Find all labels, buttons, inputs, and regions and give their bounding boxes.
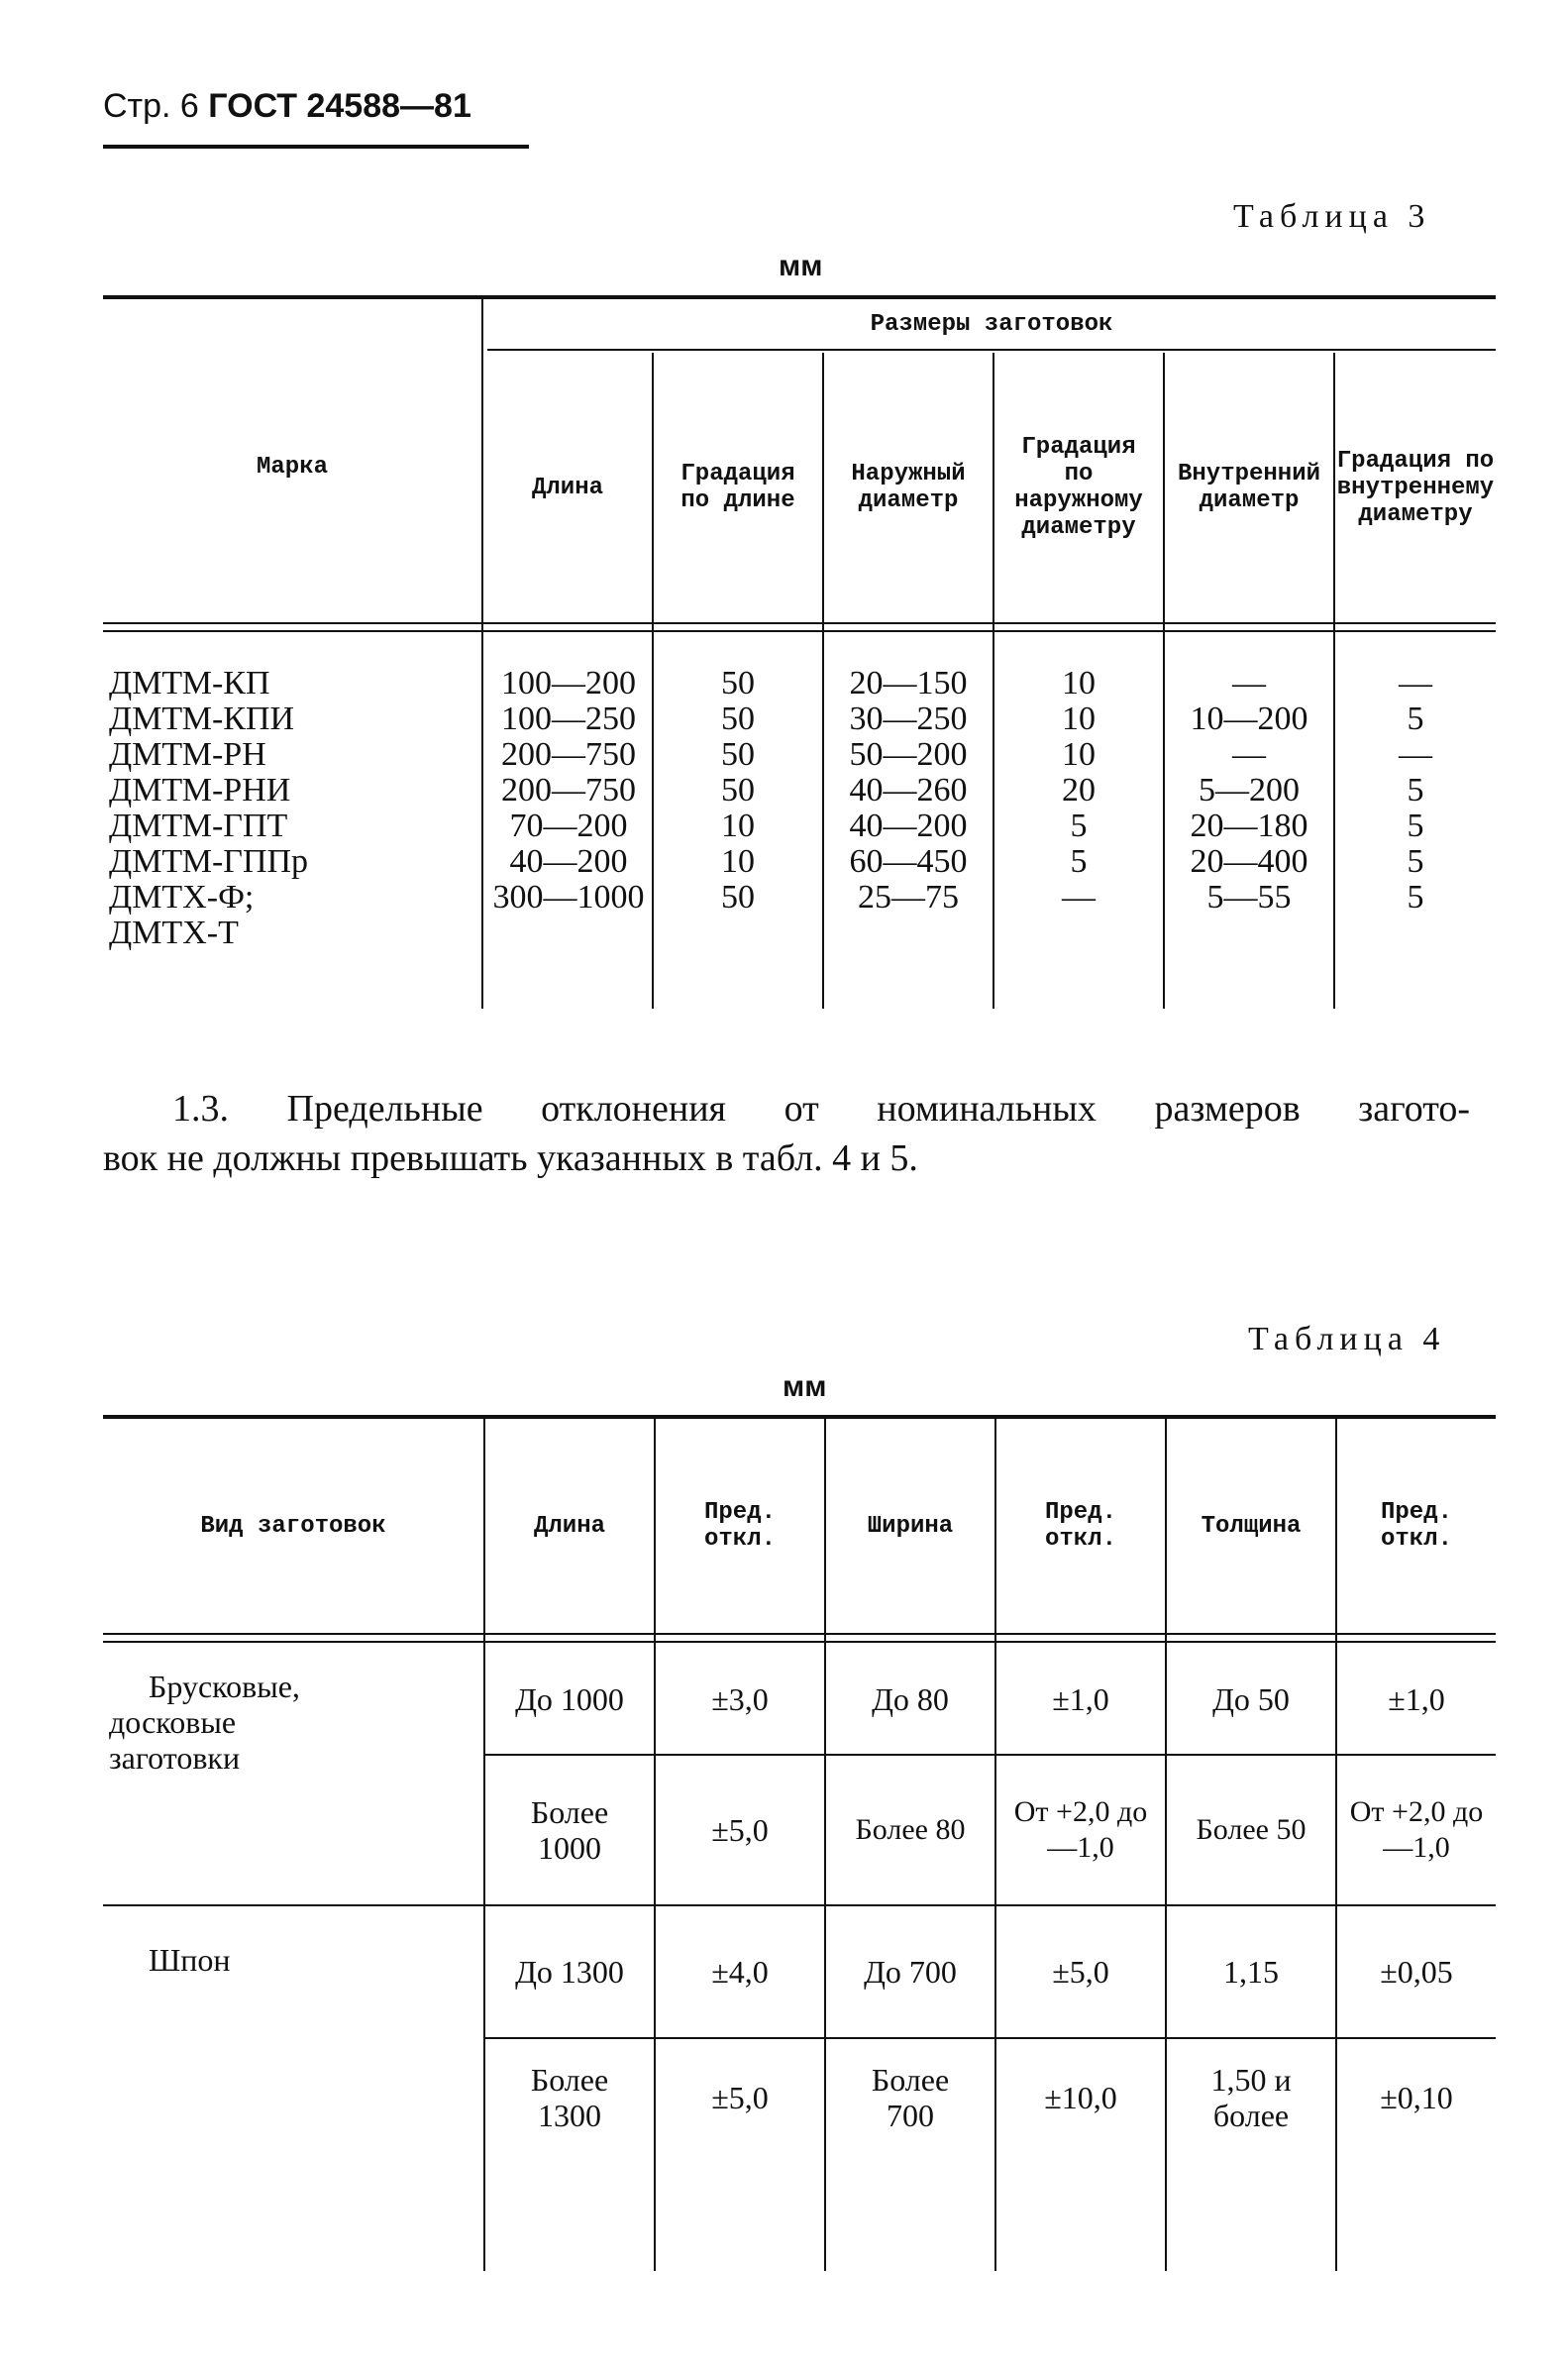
- table3-outer: 50—200: [849, 736, 968, 773]
- table4-dev-width: ±5,0: [1052, 1954, 1109, 1990]
- table4-dev-length: ±3,0: [711, 1681, 769, 1717]
- table3-outer: 25—75: [858, 879, 959, 916]
- table3-group-header: Размеры заготовок: [870, 310, 1113, 338]
- table3-header-rule-2: [103, 630, 1496, 632]
- table3-inner: —: [1232, 736, 1266, 773]
- table3-mark: ДМТМ-КПИ: [109, 701, 295, 737]
- table3-col-grad-length: Градация по длине: [680, 461, 795, 514]
- table3-inner: —: [1232, 665, 1266, 702]
- table3-col-inner: Внутренний диаметр: [1177, 461, 1321, 514]
- header-rule: [103, 145, 529, 149]
- table4-thickness: До 50: [1212, 1681, 1290, 1717]
- table3-length: 70—200: [509, 808, 628, 844]
- paragraph-1-3: [103, 1084, 1470, 1183]
- table3-caption: Таблица 3: [1233, 198, 1431, 235]
- table3-grad-inner: —: [1399, 665, 1432, 702]
- table4-dev-length: ±5,0: [711, 2080, 769, 2115]
- table3-grad-outer: 20: [1062, 772, 1096, 809]
- table3-grad-inner: 5: [1407, 879, 1424, 916]
- table3-col-mark: Марка: [256, 453, 328, 481]
- table3-length: 100—250: [501, 701, 636, 737]
- table3-grad-length: 50: [721, 665, 755, 702]
- standard-number: ГОСТ 24588—81: [208, 87, 471, 125]
- table3-mark: ДМТМ-РНИ: [109, 772, 291, 809]
- table4-col-dev-thickness: Пред. откл.: [1381, 1499, 1453, 1553]
- table3-grad-length: 50: [721, 701, 755, 737]
- table3-mark: ДМТМ-ГППр: [109, 843, 309, 880]
- page-number: Стр. 6: [103, 87, 199, 125]
- table3-inner: 5—55: [1206, 879, 1292, 916]
- table3-unit: мм: [779, 250, 823, 282]
- table3-grad-outer: 5: [1070, 843, 1088, 880]
- table4-dev-thickness: От +2,0 до —1,0: [1349, 1795, 1484, 1864]
- table4-header-rule: [103, 1633, 1496, 1635]
- table3-inner: 5—200: [1199, 772, 1300, 809]
- table3-grad-inner: —: [1399, 736, 1432, 773]
- table3-grad-length: 50: [721, 879, 755, 916]
- table4-length: До 1300: [515, 1954, 624, 1990]
- table3-grad-inner: 5: [1407, 843, 1424, 880]
- table3-mark: ДМТМ-ГПТ: [109, 808, 288, 844]
- table3-grad-inner: 5: [1407, 772, 1424, 809]
- table3-group-rule: [487, 349, 1496, 351]
- table3-outer: 60—450: [849, 843, 968, 880]
- table4-caption: Таблица 4: [1248, 1321, 1446, 1357]
- table4-dev-width: ±10,0: [1044, 2080, 1117, 2115]
- table4-thickness: 1,50 и более: [1210, 2062, 1292, 2133]
- table3-length: 40—200: [509, 843, 628, 880]
- table3-grad-outer: —: [1062, 879, 1096, 916]
- table4-dev-width: От +2,0 до —1,0: [1013, 1795, 1148, 1864]
- table4-kind: Шпон: [149, 1942, 231, 1978]
- table3-mark: ДМТМ-РН: [109, 736, 266, 773]
- table4-dev-thickness: ±0,10: [1380, 2080, 1453, 2115]
- table4-col-width: Ширина: [867, 1512, 954, 1540]
- table3-length: 200—750: [501, 772, 636, 809]
- table4-dev-thickness: ±1,0: [1388, 1681, 1445, 1717]
- table3-grad-outer: 10: [1062, 665, 1096, 702]
- table3-grad-outer: 10: [1062, 701, 1096, 737]
- table3-mark: ДМТМ-КП: [109, 665, 270, 702]
- paragraph-line-2: вок не должны превышать указанных в табл. 4 и 5.: [103, 1137, 918, 1179]
- table4-dev-length: ±5,0: [711, 1812, 769, 1848]
- table3-col-grad-outer: Градация по наружному диаметру: [1014, 434, 1143, 541]
- table3-grad-outer: 5: [1070, 808, 1088, 844]
- table4-width: До 80: [872, 1681, 949, 1717]
- table3-header-rule: [103, 622, 1496, 624]
- table3-grad-inner: 5: [1407, 701, 1424, 737]
- table4-length: Более 1300: [530, 2062, 609, 2133]
- table4-col-dev-length: Пред. откл.: [704, 1499, 777, 1553]
- table3-grad-length: 50: [721, 736, 755, 773]
- table3-col-length: Длина: [531, 474, 603, 501]
- table3-grad-inner: 5: [1407, 808, 1424, 844]
- table3-outer: 20—150: [849, 665, 968, 702]
- table3-mark: ДМТХ-Т: [109, 915, 239, 951]
- table4-width: До 700: [864, 1954, 957, 1990]
- page-header: [103, 87, 471, 126]
- table4-length: Более 1000: [530, 1794, 609, 1866]
- table4-dev-width: ±1,0: [1052, 1681, 1109, 1717]
- table3-inner: 20—180: [1190, 808, 1308, 844]
- table4-header-rule-2: [103, 1641, 1496, 1643]
- table3-inner: 20—400: [1190, 843, 1308, 880]
- table3-length: 200—750: [501, 736, 636, 773]
- table4-col-thickness: Толщина: [1201, 1512, 1302, 1540]
- table3-grad-length: 50: [721, 772, 755, 809]
- table4-kind: [103, 1669, 483, 1787]
- table3-col-grad-inner: Градация по внутреннему диаметру: [1336, 447, 1495, 528]
- table3-length: 300—1000: [492, 879, 645, 916]
- table4-col-length: Длина: [533, 1512, 605, 1540]
- table3-outer: 30—250: [849, 701, 968, 737]
- table4-col-kind: Вид заготовок: [200, 1512, 386, 1540]
- table4-thickness: 1,15: [1223, 1954, 1279, 1990]
- table3-length: 100—200: [501, 665, 636, 702]
- table3-outer: 40—260: [849, 772, 968, 809]
- table4-dev-thickness: ±0,05: [1380, 1954, 1453, 1990]
- paragraph-line-1: 1.3. Предельные отклонения от номинальных размеров загото-: [172, 1088, 1470, 1130]
- table3-inner: 10—200: [1190, 701, 1308, 737]
- table3-outer: 40—200: [849, 808, 968, 844]
- table4-thickness: Более 50: [1196, 1813, 1307, 1846]
- table3-grad-outer: 10: [1062, 736, 1096, 773]
- table4-length: До 1000: [515, 1681, 624, 1717]
- table4-width: Более 80: [855, 1813, 966, 1846]
- table3-mark: ДМТХ-Ф;: [109, 879, 255, 916]
- table3-col-outer: Наружный диаметр: [851, 461, 966, 514]
- table3-grad-length: 10: [721, 808, 755, 844]
- table3-grad-length: 10: [721, 843, 755, 880]
- table4-unit: мм: [783, 1370, 827, 1403]
- table4-width: Более 700: [871, 2062, 950, 2133]
- table4-dev-length: ±4,0: [711, 1954, 769, 1990]
- table4-col-dev-width: Пред. откл.: [1045, 1499, 1117, 1553]
- table4-kind-text: Брусковые, досковые заготовки: [109, 1669, 300, 1776]
